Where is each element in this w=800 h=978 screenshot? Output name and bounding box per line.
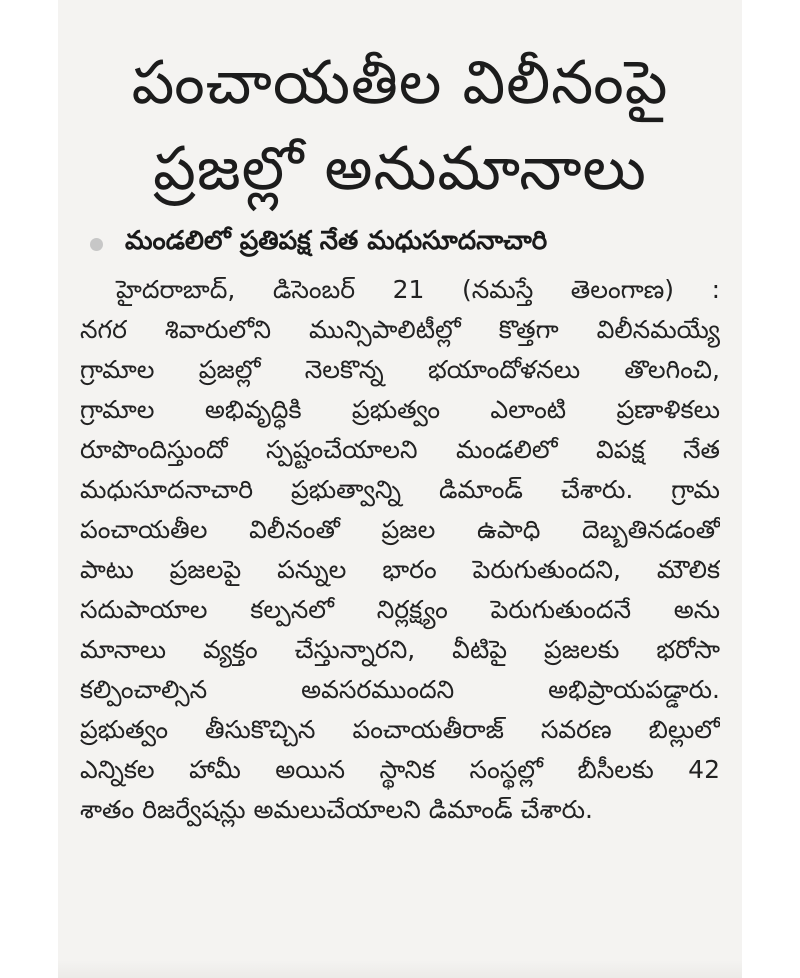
- page-margin-left: [0, 0, 58, 978]
- bullet-icon: [90, 238, 103, 251]
- body-line: శాతం రిజర్వేషన్లు అమలుచేయాలని డిమాండ్‌ చేశారు.: [80, 795, 593, 824]
- subheadline-text: మండలిలో ప్రతిపక్ష నేత మధుసూదనాచారి: [125, 226, 548, 256]
- body-line: మధుసూదనాచారి ప్రభుత్వాన్ని డిమాండ్‌ చేశారు. గ్రామ: [80, 475, 720, 504]
- body-line: గ్రామాల అభివృద్ధికి ప్రభుత్వం ఎలాంటి ప్రణాళికలు: [80, 395, 720, 424]
- body-line: కల్పించాల్సిన అవసరముందని అభిప్రాయపడ్డారు.: [80, 675, 720, 704]
- headline: [80, 40, 720, 212]
- clipping-bottom-edge: [58, 960, 742, 978]
- body-line: పాటు ప్రజలపై పన్నుల భారం పెరుగుతుందని, మౌలిక: [80, 555, 720, 584]
- body-line: ప్రభుత్వం తీసుకొచ్చిన పంచాయతీరాజ్‌ సవరణ బిల్లులో: [80, 715, 720, 744]
- body-line: ఎన్నికల హామీ అయిన స్థానిక సంస్థల్లో బీసీలకు 42: [80, 755, 720, 784]
- page-margin-right: [742, 0, 800, 978]
- body-line: గ్రామాల ప్రజల్లో నెలకొన్న భయాందోళనలు తొలగించి,: [80, 355, 720, 384]
- subheadline: [80, 226, 720, 262]
- headline-line-2: ప్రజల్లో అనుమానాలు: [153, 134, 647, 204]
- body-line: పంచాయతీల విలీనంతో ప్రజల ఉపాధి దెబ్బతినడంతో: [80, 515, 720, 544]
- body-line: సదుపాయాల కల్పనలో నిర్లక్ష్యం పెరుగుతుందనే అను: [80, 595, 720, 624]
- article-body: [80, 270, 720, 830]
- body-line: రూపొందిస్తుందో స్పష్టంచేయాలని మండలిలో విపక్ష నేత: [80, 435, 720, 464]
- headline-line-1: పంచాయతీల విలీనంపై: [131, 48, 669, 118]
- body-line: హైదరాబాద్‌, డిసెంబర్‌ 21 (నమస్తే తెలంగాణ) :: [116, 275, 720, 304]
- news-clipping: [58, 0, 742, 978]
- body-line: నగర శివారులోని మున్సిపాలిటీల్లో కొత్తగా విలీనమయ్యే: [80, 315, 720, 344]
- body-line: మానాలు వ్యక్తం చేస్తున్నారని, వీటిపై ప్రజలకు భరోసా: [80, 635, 720, 664]
